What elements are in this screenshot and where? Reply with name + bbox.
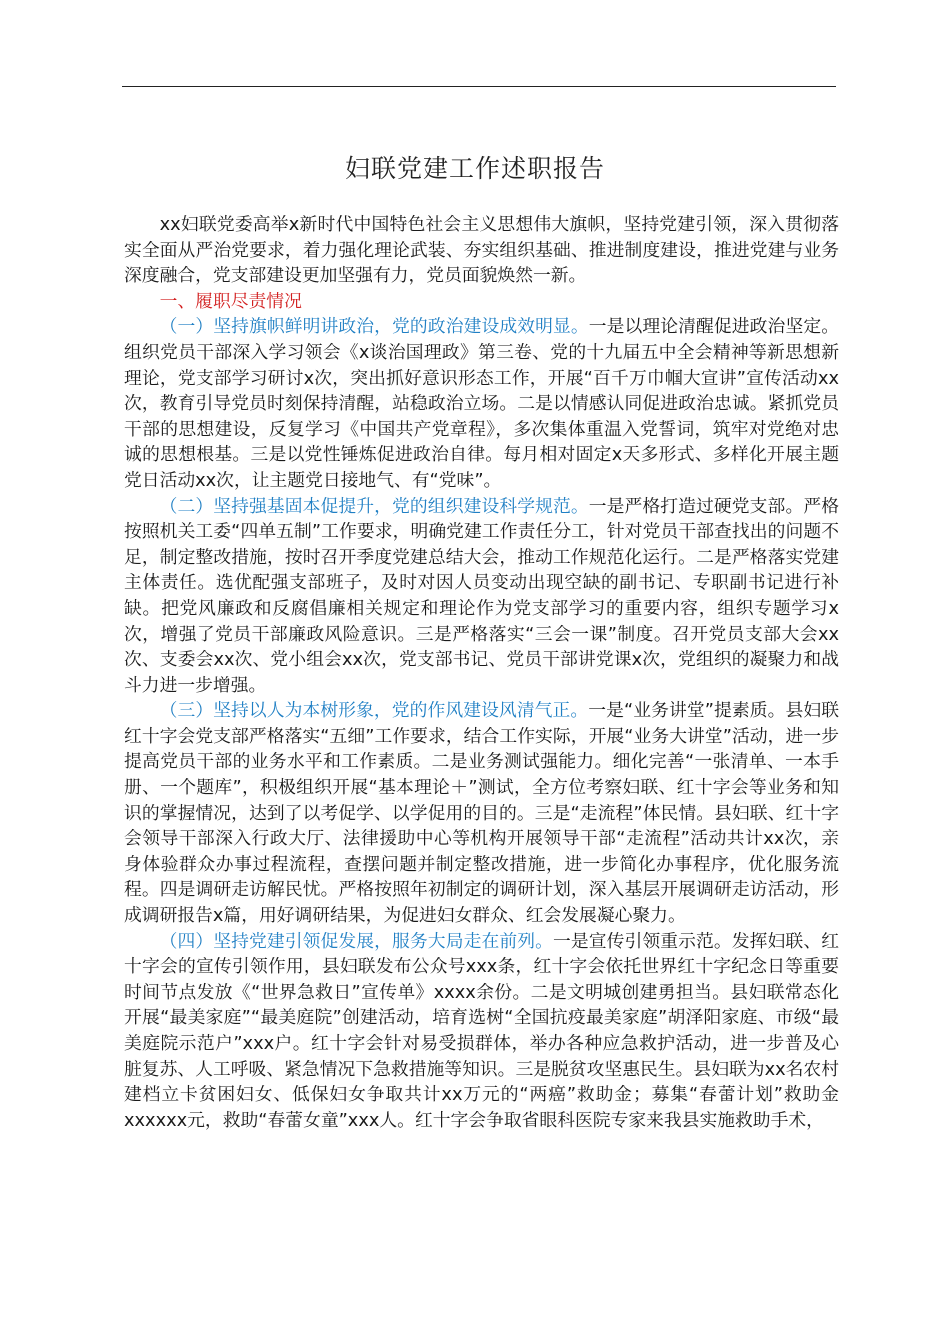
subsection-paragraph bbox=[124, 314, 839, 493]
subsection-paragraph bbox=[124, 494, 839, 699]
report-body bbox=[124, 212, 839, 1133]
subsection-paragraph bbox=[124, 698, 839, 928]
subsection-heading: （四）坚持党建引领促发展，服务大局走在前列。 bbox=[159, 930, 553, 952]
subsection-heading: （一）坚持旗帜鲜明讲政治，党的政治建设成效明显。 bbox=[159, 316, 589, 338]
intro-paragraph: xx妇联党委高举x新时代中国特色社会主义思想伟大旗帜，坚持党建引领，深入贯彻落实全面从严治党要求，着力强化理论武装、夯实组织基础、推进制度建设，推进党建与业务深度融合，党支部建设更加坚强有力，党员面貌焕然一新。 bbox=[124, 214, 839, 287]
subsection-heading: （三）坚持以人为本树形象，党的作风建设风清气正。 bbox=[159, 700, 589, 722]
subsection-body: 一是“业务讲堂”提素质。县妇联红十字会党支部严格落实“五细”工作要求，结合工作实际，开展“业务大讲堂”活动，进一步提高党员干部的业务水平和工作素质。二是业务测试强能力。细化完善“一张清单、一本手册、一个题库”，积极组织开展“基本理论＋”测试，全方位考察妇联、红十字会等业务和知识的掌握情况，达到了以考促学、以学促用的目的。三是“走流程”体民情。县妇联、红十字会领导干部深入行政大厅、法律援助中心等机构开展领导干部“走流程”活动共计xx次，亲身体验群众办事过程流程，查摆问题并制定整改措施，进一步简化办事程序，优化服务流程。四是调研走访解民忧。严格按照年初制定的调研计划，深入基层开展调研走访活动，形成调研报告x篇，用好调研结果，为促进妇女群众、红会发展凝心聚力。 bbox=[124, 700, 839, 927]
subsection-paragraph bbox=[124, 929, 839, 1134]
section-heading: 一、履职尽责情况 bbox=[159, 290, 302, 312]
header-rule bbox=[122, 86, 836, 87]
page-title: 妇联党建工作述职报告 bbox=[344, 154, 605, 183]
subsection-heading: （二）坚持强基固本促提升，党的组织建设科学规范。 bbox=[159, 495, 589, 517]
subsection-body: 一是宣传引领重示范。发挥妇联、红十字会的宣传引领作用，县妇联发布公众号xxx条，红十字会依托世界红十字纪念日等重要时间节点发放《“世界急救日”宣传单》xxxx余份。二是文明城创建勇担当。县妇联常态化开展“最美家庭”“最美庭院”创建活动，培育选树“全国抗疫最美家庭”胡泽阳家庭、市级“最美庭院示范户”xxx户。红十字会针对易受损群体，举办各种应急救护活动，进一步普及心脏复苏、人工呼吸、紧急情况下急救措施等知识。三是脱贫攻坚惠民生。县妇联为xx名农村建档立卡贫困妇女、低保妇女争取共计xx万元的“两癌”救助金；募集“春蕾计划”救助金xxxxxx元，救助“春蕾女童”xxx人。红十字会争取省眼科医院专家来我县实施救助手术， bbox=[124, 930, 839, 1131]
subsection-body: 一是以理论清醒促进政治坚定。组织党员干部深入学习领会《x谈治国理政》第三卷、党的十九届五中全会精神等新思想新理论，党支部学习研讨x次，突出抓好意识形态工作，开展“百千万巾帼大宣讲”宣传活动xx次，教育引导党员时刻保持清醒，站稳政治立场。二是以情感认同促进政治忠诚。紧抓党员干部的思想建设，反复学习《中国共产党章程》，多次集体重温入党誓词，筑牢对党绝对忠诚的思想根基。三是以党性锤炼促进政治自律。每月相对固定x天多形式、多样化开展主题党日活动xx次，让主题党日接地气、有“党味”。 bbox=[124, 316, 839, 491]
subsection-body: 一是严格打造过硬党支部。严格按照机关工委“四单五制”工作要求，明确党建工作责任分工，针对党员干部查找出的问题不足，制定整改措施，按时召开季度党建总结大会，推动工作规范化运行。二是严格落实党建主体责任。选优配强支部班子，及时对因人员变动出现空缺的副书记、专职副书记进行补缺。把党风廉政和反腐倡廉相关规定和理论作为党支部学习的重要内容，组织专题学习x次，增强了党员干部廉政风险意识。三是严格落实“三会一课”制度。召开党员支部大会xx次、支委会xx次、党小组会xx次，党支部书记、党员干部讲党课x次，党组织的凝聚力和战斗力进一步增强。 bbox=[124, 495, 839, 696]
